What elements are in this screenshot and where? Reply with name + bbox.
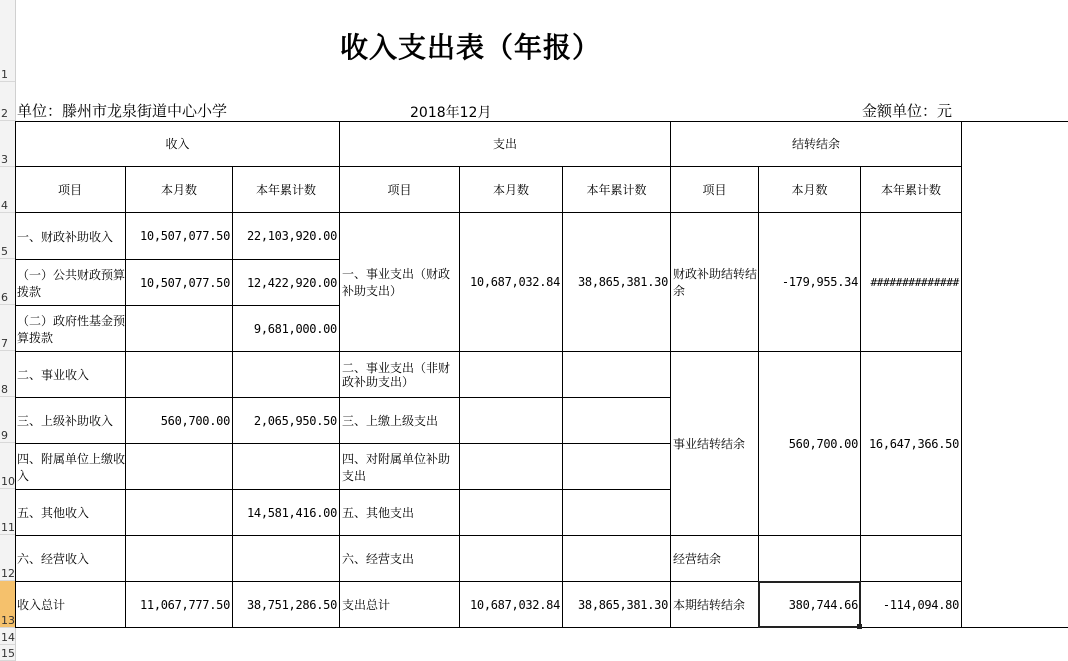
unit-label: 单位：滕州市龙泉街道中心小学 — [17, 102, 228, 120]
carry-ytd[interactable]: -114,094.80 — [882, 597, 959, 612]
row-number[interactable]: 1 — [0, 0, 15, 82]
row-number[interactable]: 6 — [0, 259, 15, 305]
income-item[interactable]: 二、事业收入 — [17, 368, 90, 382]
carry-item[interactable]: 财政补助结转结余 — [673, 267, 758, 298]
expense-ytd[interactable] — [563, 398, 670, 443]
income-ytd[interactable] — [233, 536, 339, 581]
row-number[interactable]: 12 — [0, 535, 15, 581]
expense-total-month[interactable]: 10,687,032.84 — [469, 597, 560, 612]
expense-month[interactable] — [460, 536, 562, 581]
expense-ytd[interactable] — [563, 536, 670, 581]
income-total-month[interactable]: 11,067,777.50 — [139, 597, 230, 612]
expense-month[interactable]: 10,687,032.84 — [469, 275, 560, 289]
report-table — [15, 121, 1068, 628]
expense-ytd[interactable] — [563, 352, 670, 397]
expense-month[interactable] — [460, 352, 562, 397]
income-ytd[interactable] — [233, 352, 339, 397]
report-title: 收入支出表（年报） — [340, 31, 602, 64]
expense-item[interactable]: 二、事业支出（非财政补助支出） — [342, 360, 451, 389]
income-total-label[interactable]: 收入总计 — [17, 598, 66, 612]
carry-item[interactable]: 事业结转结余 — [673, 437, 746, 451]
income-item[interactable]: 四、附属单位上缴收入 — [17, 451, 125, 483]
carry-item[interactable]: 经营结余 — [673, 552, 722, 566]
income-month[interactable] — [126, 444, 232, 489]
income-section-header[interactable]: 收入 — [165, 137, 190, 151]
col-header-item[interactable]: 项目 — [387, 183, 412, 197]
income-month[interactable]: 10,507,077.50 — [139, 275, 230, 290]
expense-month[interactable] — [460, 398, 562, 443]
expense-section-header[interactable]: 支出 — [492, 137, 517, 151]
row-number[interactable]: 8 — [0, 351, 15, 397]
row-number[interactable]: 10 — [0, 443, 15, 489]
carryover-section-header[interactable]: 结转结余 — [791, 137, 840, 151]
report-period: 2018年12月 — [410, 105, 492, 121]
income-total-ytd[interactable]: 38,751,286.50 — [246, 597, 337, 612]
row-number[interactable]: 14 — [0, 628, 15, 645]
carry-item[interactable]: 本期结转结余 — [673, 598, 746, 612]
col-header-item[interactable]: 项目 — [57, 183, 82, 197]
carry-ytd-overflow[interactable]: ############## — [870, 275, 959, 289]
expense-ytd[interactable] — [563, 444, 670, 489]
row-number[interactable]: 3 — [0, 121, 15, 167]
row-number[interactable]: 9 — [0, 397, 15, 443]
currency-unit: 金额单位：元 — [862, 102, 953, 120]
expense-ytd[interactable]: 38,865,381.30 — [577, 275, 668, 289]
row-header-column — [0, 0, 16, 661]
row-number[interactable]: 7 — [0, 305, 15, 351]
row-number[interactable]: 2 — [0, 82, 15, 121]
expense-item[interactable]: 四、对附属单位补助支出 — [342, 451, 451, 483]
carry-ytd[interactable] — [861, 536, 961, 581]
active-cell-border[interactable] — [758, 581, 861, 628]
row-number[interactable]: 11 — [0, 489, 15, 535]
col-header-item[interactable]: 项目 — [702, 183, 727, 197]
expense-ytd[interactable] — [563, 490, 670, 535]
income-ytd[interactable]: 14,581,416.00 — [246, 505, 337, 520]
row-number[interactable]: 5 — [0, 213, 15, 259]
col-header-ytd[interactable]: 本年累计数 — [255, 183, 316, 197]
income-ytd[interactable]: 12,422,920.00 — [246, 275, 337, 290]
income-month[interactable] — [126, 306, 232, 351]
expense-item[interactable]: 六、经营支出 — [342, 552, 415, 566]
fill-handle[interactable] — [857, 624, 862, 629]
col-header-month[interactable]: 本月数 — [791, 183, 828, 197]
carry-month[interactable] — [759, 536, 860, 581]
income-ytd[interactable]: 9,681,000.00 — [253, 321, 337, 336]
income-ytd[interactable]: 22,103,920.00 — [246, 229, 337, 243]
income-month[interactable] — [126, 536, 232, 581]
carry-month-selected-cell[interactable]: 380,744.66 — [788, 597, 858, 612]
income-ytd[interactable] — [233, 444, 339, 489]
row-number[interactable]: 15 — [1, 647, 15, 660]
income-month[interactable]: 560,700.00 — [160, 413, 230, 428]
carry-month[interactable]: 560,700.00 — [788, 436, 858, 451]
expense-item[interactable]: 五、其他支出 — [342, 506, 415, 520]
income-item[interactable]: 一、财政补助收入 — [17, 229, 114, 244]
income-item[interactable]: （二）政府性基金预算拨款 — [17, 313, 125, 345]
income-month[interactable]: 10,507,077.50 — [139, 229, 230, 243]
income-ytd[interactable]: 2,065,950.50 — [253, 413, 337, 428]
col-header-ytd[interactable]: 本年累计数 — [586, 183, 647, 197]
expense-item[interactable]: 一、事业支出（财政补助支出） — [342, 267, 451, 298]
carry-month[interactable]: -179,955.34 — [781, 275, 858, 289]
income-item[interactable]: 六、经营收入 — [17, 552, 90, 566]
income-month[interactable] — [126, 352, 232, 397]
expense-total-label[interactable]: 支出总计 — [342, 598, 391, 612]
row-number[interactable]: 4 — [0, 167, 15, 213]
col-header-month[interactable]: 本月数 — [492, 183, 529, 197]
expense-month[interactable] — [460, 444, 562, 489]
col-header-month[interactable]: 本月数 — [160, 183, 197, 197]
row-number-selected[interactable]: 13 — [0, 581, 15, 628]
carry-ytd[interactable]: 16,647,366.50 — [868, 436, 959, 451]
income-item[interactable]: 三、上级补助收入 — [17, 414, 114, 428]
expense-month[interactable] — [460, 490, 562, 535]
expense-item[interactable]: 三、上缴上级支出 — [342, 414, 439, 428]
expense-total-ytd[interactable]: 38,865,381.30 — [577, 597, 668, 612]
income-month[interactable] — [126, 490, 232, 535]
income-item[interactable]: 五、其他收入 — [17, 506, 90, 520]
col-header-ytd[interactable]: 本年累计数 — [880, 183, 941, 197]
income-item[interactable]: （一）公共财政预算拨款 — [17, 267, 125, 299]
